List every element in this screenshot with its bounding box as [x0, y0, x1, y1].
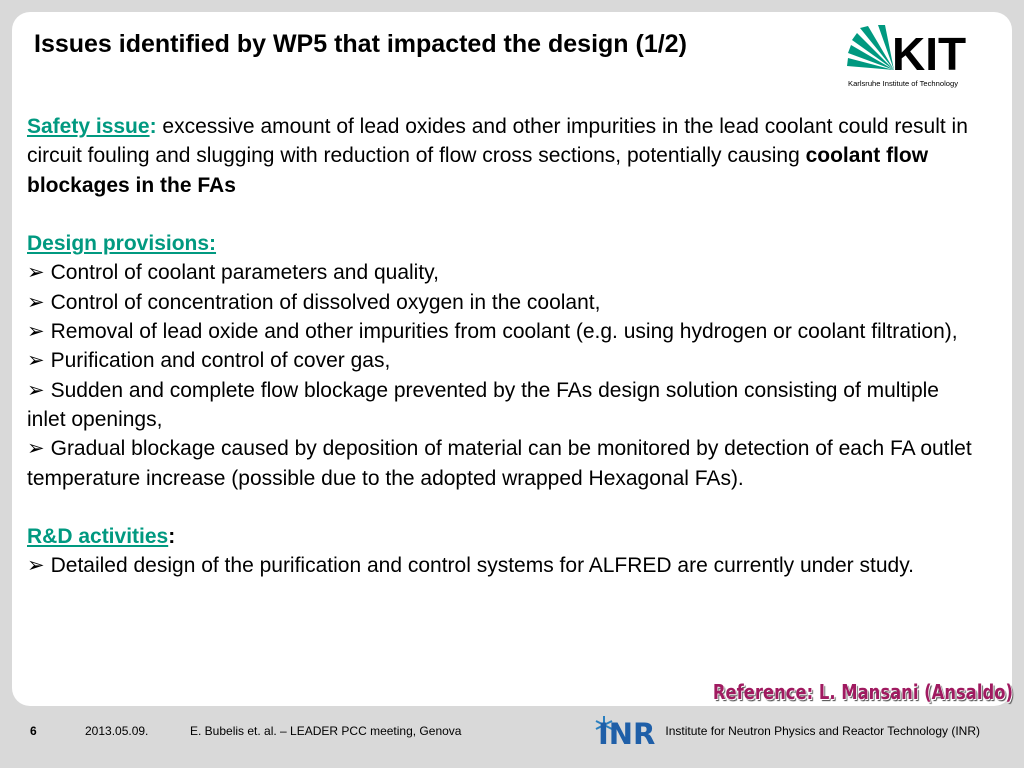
slide-content — [27, 112, 977, 581]
design-bullet — [27, 258, 977, 287]
safety-paragraph — [27, 112, 977, 200]
design-bullet — [27, 376, 977, 435]
design-bullet-text: Purification and control of cover gas, — [50, 349, 391, 373]
bullet-arrow-icon: ➢ — [27, 349, 45, 373]
kit-logo-subtitle: Karlsruhe Institute of Technology — [848, 79, 959, 88]
bullet-arrow-icon: ➢ — [27, 320, 45, 344]
bullet-arrow-icon: ➢ — [27, 437, 45, 461]
kit-logo — [846, 22, 976, 94]
rd-bullet — [27, 551, 977, 580]
rd-colon: : — [168, 525, 176, 549]
safety-colon: : — [149, 115, 157, 138]
page-number: 6 — [30, 724, 37, 738]
kit-fan-icon — [847, 25, 894, 70]
footer — [0, 710, 1024, 768]
safety-text: excessive amount of lead oxides and other impurities in the lead coolant could result in circuit fouling and slugging with reduction of flow cross sections, potentially causing — [27, 115, 968, 168]
design-bullet-text: Sudden and complete flow blockage prevented by the FAs design solution consisting of multiple inlet openings, — [27, 378, 939, 431]
design-bullet-text: Gradual blockage caused by deposition of material can be monitored by detection of each FA outlet temperature increase (possible due to the adopted wrapped Hexagonal FAs). — [27, 437, 972, 490]
bullet-arrow-icon: ➢ — [27, 290, 45, 314]
design-bullet — [27, 288, 977, 317]
reference-note: Reference: L. Mansani (Ansaldo) — [712, 680, 1013, 704]
design-heading: Design provisions: — [27, 232, 217, 256]
footer-date: 2013.05.09. — [85, 724, 149, 738]
bullet-arrow-icon: ➢ — [27, 261, 45, 285]
design-bullet-text: Control of concentration of dissolved oxygen in the coolant, — [50, 290, 601, 314]
design-bullet — [27, 434, 977, 493]
safety-label: Safety issue — [27, 115, 150, 138]
footer-institute: Institute for Neutron Physics and Reactor Technology (INR) — [665, 724, 980, 738]
inr-logo-text: INR — [598, 717, 656, 747]
bullet-arrow-icon: ➢ — [27, 378, 45, 402]
design-bullet — [27, 317, 977, 346]
design-bullet-text: Removal of lead oxide and other impurities from coolant (e.g. using hydrogen or coolant filtration), — [50, 320, 958, 344]
footer-author: E. Bubelis et. al. – LEADER PCC meeting, Genova — [190, 724, 462, 738]
design-bullet — [27, 346, 977, 375]
safety-bold: coolant flow blockages in the FAs — [27, 144, 929, 197]
page-title: Issues identified by WP5 that impacted the design (1/2) — [34, 30, 687, 58]
design-bullet-text: Control of coolant parameters and quality, — [50, 261, 439, 285]
rd-bullet-text: Detailed design of the purification and control systems for ALFRED are currently under study. — [50, 554, 914, 578]
bullet-arrow-icon: ➢ — [27, 554, 45, 578]
rd-heading: R&D activities — [27, 525, 169, 549]
kit-logo-text: KIT — [892, 28, 967, 80]
